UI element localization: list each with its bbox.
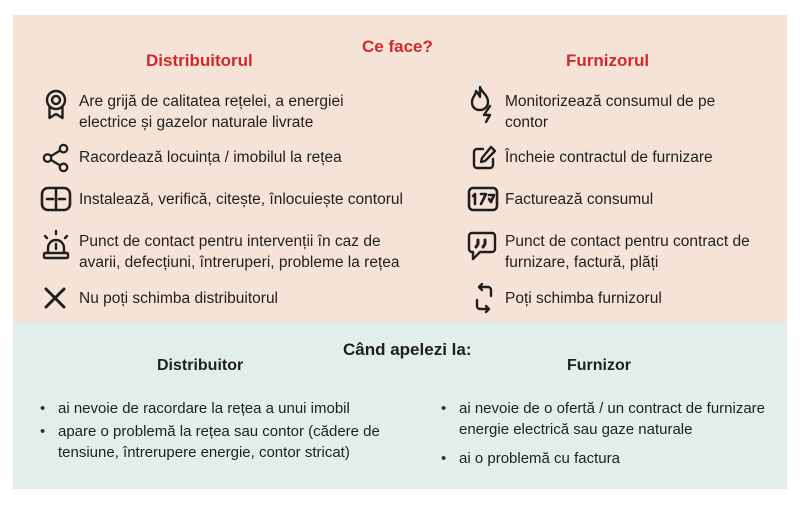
list-item: • ai nevoie de o ofertă / un contract de furnizare energie electrică sau gaze naturale bbox=[441, 398, 791, 440]
list-item: Monitorizează consumul de pe contor bbox=[505, 93, 716, 131]
list-item: Nu poți schimba distribuitorul bbox=[79, 290, 279, 307]
supplier-heading: Furnizorul bbox=[566, 51, 650, 70]
list-item: Punct de contact pentru contract de furnizare, factură, plăți bbox=[505, 233, 750, 271]
list-item: Racordează locuința / imobilul la rețea bbox=[79, 149, 342, 166]
responsibilities-panel bbox=[13, 15, 787, 322]
distributor-column-heading: Distribuitor bbox=[157, 357, 244, 374]
meter-icon bbox=[40, 185, 72, 213]
share-network-icon bbox=[41, 143, 71, 173]
ribbon-award-icon bbox=[40, 88, 72, 120]
distributor-heading: Distribuitorul bbox=[146, 51, 253, 70]
section-title: Ce face? bbox=[362, 37, 433, 56]
quote-bubble-icon bbox=[467, 230, 497, 262]
list-item: Instalează, verifică, citește, înlocuiește contorul bbox=[79, 191, 403, 208]
flame-bolt-icon bbox=[466, 84, 498, 124]
list-item: Punct de contact pentru intervenții în caz de avarii, defecțiuni, întreruperi, probleme la rețea bbox=[79, 233, 400, 271]
invoice-icon bbox=[467, 186, 499, 212]
supplier-column-heading: Furnizor bbox=[567, 357, 631, 374]
supplier-reasons-list bbox=[441, 398, 791, 469]
list-item: • ai o problemă cu factura bbox=[441, 448, 791, 469]
list-item: • apare o problemă la rețea sau contor (cădere de tensiune, întrerupere energie, contor stricat) bbox=[40, 421, 420, 463]
list-item: Poți schimba furnizorul bbox=[505, 290, 662, 307]
bottom-title: Când apelezi la: bbox=[343, 340, 472, 359]
distributor-reasons-list bbox=[40, 398, 420, 463]
list-item: • ai nevoie de racordare la rețea a unui imobil bbox=[40, 398, 420, 419]
x-icon bbox=[42, 285, 68, 311]
list-item: Are grijă de calitatea rețelei, a energiei electrice și gazelor naturale livrate bbox=[79, 93, 344, 131]
edit-contract-icon bbox=[471, 145, 497, 171]
switch-arrows-icon bbox=[471, 282, 497, 314]
list-item: Facturează consumul bbox=[505, 191, 654, 208]
list-item: Încheie contractul de furnizare bbox=[505, 149, 713, 166]
alarm-siren-icon bbox=[40, 229, 72, 261]
